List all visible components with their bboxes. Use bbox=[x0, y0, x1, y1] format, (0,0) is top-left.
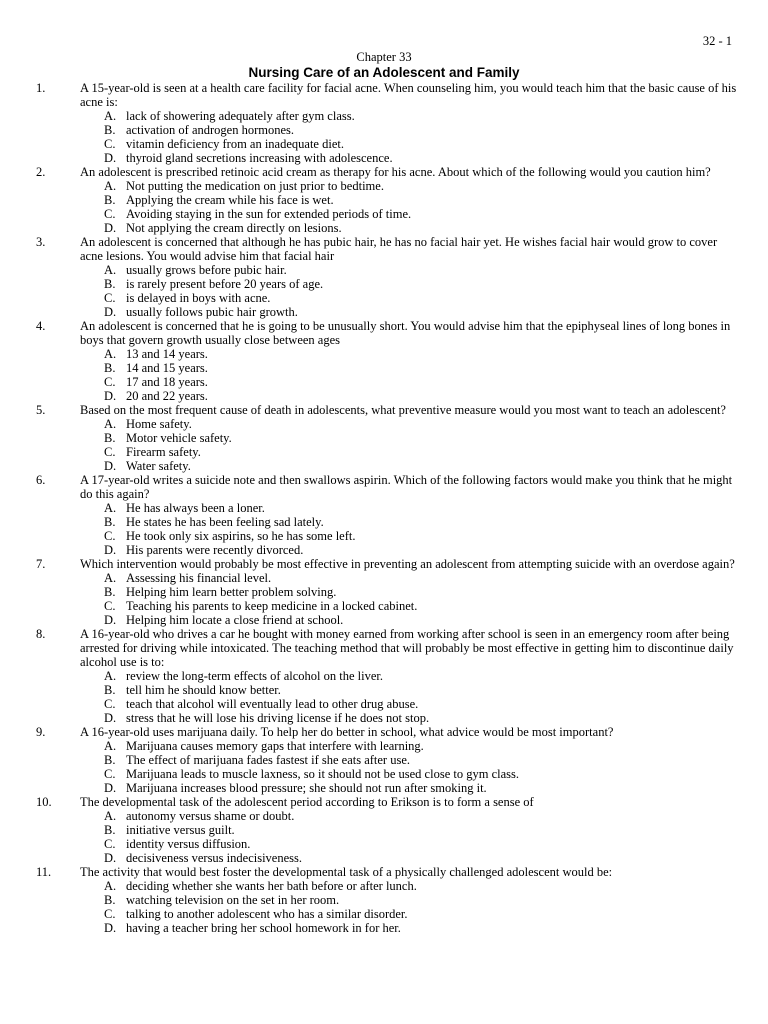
question-text: An adolescent is concerned that he is going to be unusually short. You would advise him that the epiphyseal lines of long bones in boys that govern growth usually close between ages bbox=[80, 319, 731, 347]
option-letter: B. bbox=[104, 123, 116, 137]
option-text: Helping him locate a close friend at school. bbox=[126, 613, 344, 627]
option-text: is delayed in boys with acne. bbox=[126, 291, 271, 305]
answer-option bbox=[104, 599, 768, 613]
option-text: Avoiding staying in the sun for extended periods of time. bbox=[126, 207, 412, 221]
answer-option bbox=[104, 221, 768, 235]
answer-option bbox=[104, 767, 768, 781]
option-letter: D. bbox=[104, 459, 117, 473]
option-text: 13 and 14 years. bbox=[126, 347, 208, 361]
option-text: Teaching his parents to keep medicine in a locked cabinet. bbox=[126, 599, 418, 613]
option-text: vitamin deficiency from an inadequate diet. bbox=[126, 137, 344, 151]
option-text: The effect of marijuana fades fastest if she eats after use. bbox=[126, 753, 411, 767]
option-letter: B. bbox=[104, 585, 116, 599]
answer-option bbox=[104, 361, 768, 375]
option-letter: D. bbox=[104, 221, 117, 235]
option-text: He took only six aspirins, so he has some left. bbox=[126, 529, 356, 543]
option-text: 17 and 18 years. bbox=[126, 375, 208, 389]
option-letter: C. bbox=[104, 767, 116, 781]
option-text: 20 and 22 years. bbox=[126, 389, 208, 403]
answer-option bbox=[104, 431, 768, 445]
option-letter: A. bbox=[104, 109, 117, 123]
question-list bbox=[0, 81, 768, 935]
question-item bbox=[0, 403, 768, 473]
option-letter: D. bbox=[104, 543, 117, 557]
question-text: A 17-year-old writes a suicide note and then swallows aspirin. Which of the following factors would make you think that he might do this again? bbox=[80, 473, 733, 501]
answer-option bbox=[104, 837, 768, 851]
answer-option bbox=[104, 109, 768, 123]
option-text: His parents were recently divorced. bbox=[126, 543, 304, 557]
answer-option bbox=[104, 445, 768, 459]
answer-option bbox=[104, 123, 768, 137]
chapter-label: Chapter 33 bbox=[356, 50, 412, 64]
question-number: 9. bbox=[36, 725, 46, 739]
answer-option bbox=[104, 263, 768, 277]
answer-option bbox=[104, 277, 768, 291]
option-letter: A. bbox=[104, 263, 117, 277]
question-number: 2. bbox=[36, 165, 46, 179]
answer-option bbox=[104, 375, 768, 389]
option-letter: A. bbox=[104, 571, 117, 585]
answer-option bbox=[104, 179, 768, 193]
question-item bbox=[0, 795, 768, 865]
option-letter: C. bbox=[104, 375, 116, 389]
option-letter: C. bbox=[104, 837, 116, 851]
option-letter: C. bbox=[104, 291, 116, 305]
option-text: He states he has been feeling sad lately. bbox=[126, 515, 324, 529]
answer-option bbox=[104, 529, 768, 543]
answer-option bbox=[104, 851, 768, 865]
option-letter: A. bbox=[104, 347, 117, 361]
question-text: Based on the most frequent cause of death in adolescents, what preventive measure would you most want to teach an adolescent? bbox=[80, 403, 726, 417]
option-text: autonomy versus shame or doubt. bbox=[126, 809, 295, 823]
option-letter: B. bbox=[104, 683, 116, 697]
question-number: 10. bbox=[36, 795, 52, 809]
answer-options bbox=[0, 179, 768, 235]
option-text: identity versus diffusion. bbox=[126, 837, 251, 851]
option-text: is rarely present before 20 years of age. bbox=[126, 277, 324, 291]
option-text: teach that alcohol will eventually lead to other drug abuse. bbox=[126, 697, 419, 711]
question-item bbox=[0, 557, 768, 627]
option-text: Home safety. bbox=[126, 417, 192, 431]
option-letter: C. bbox=[104, 697, 116, 711]
option-text: Helping him learn better problem solving. bbox=[126, 585, 337, 599]
option-letter: A. bbox=[104, 417, 117, 431]
option-text: He has always been a loner. bbox=[126, 501, 265, 515]
option-text: Applying the cream while his face is wet. bbox=[126, 193, 334, 207]
answer-option bbox=[104, 501, 768, 515]
option-letter: D. bbox=[104, 389, 117, 403]
question-item bbox=[0, 81, 768, 165]
question-text: An adolescent is concerned that although he has pubic hair, he has no facial hair yet. He wishes facial hair would grow to cover acne lesions. You would advise him that facial hair bbox=[80, 235, 718, 263]
option-letter: D. bbox=[104, 851, 117, 865]
answer-option bbox=[104, 879, 768, 893]
option-letter: C. bbox=[104, 907, 116, 921]
option-text: initiative versus guilt. bbox=[126, 823, 235, 837]
option-letter: A. bbox=[104, 809, 117, 823]
answer-option bbox=[104, 893, 768, 907]
answer-option bbox=[104, 907, 768, 921]
answer-option bbox=[104, 305, 768, 319]
answer-option bbox=[104, 543, 768, 557]
option-text: Not putting the medication on just prior to bedtime. bbox=[126, 179, 384, 193]
answer-options bbox=[0, 809, 768, 865]
answer-options bbox=[0, 417, 768, 473]
option-text: Marijuana causes memory gaps that interfere with learning. bbox=[126, 739, 424, 753]
answer-option bbox=[104, 459, 768, 473]
option-text: 14 and 15 years. bbox=[126, 361, 208, 375]
option-letter: B. bbox=[104, 753, 116, 767]
option-letter: C. bbox=[104, 207, 116, 221]
option-letter: B. bbox=[104, 277, 116, 291]
option-letter: A. bbox=[104, 739, 117, 753]
option-letter: D. bbox=[104, 613, 117, 627]
question-item bbox=[0, 319, 768, 403]
answer-option bbox=[104, 809, 768, 823]
answer-options bbox=[0, 347, 768, 403]
option-letter: D. bbox=[104, 711, 117, 725]
option-text: Marijuana increases blood pressure; she should not run after smoking it. bbox=[126, 781, 487, 795]
question-item bbox=[0, 725, 768, 795]
option-text: tell him he should know better. bbox=[126, 683, 281, 697]
question-number: 11. bbox=[36, 865, 52, 879]
question-item bbox=[0, 235, 768, 319]
answer-options bbox=[0, 501, 768, 557]
question-text: The activity that would best foster the developmental task of a physically challenged adolescent would be: bbox=[80, 865, 613, 879]
option-letter: D. bbox=[104, 151, 117, 165]
answer-option bbox=[104, 823, 768, 837]
question-number: 6. bbox=[36, 473, 46, 487]
question-text: An adolescent is prescribed retinoic acid cream as therapy for his acne. About which of the following would you caution him? bbox=[80, 165, 711, 179]
answer-option bbox=[104, 417, 768, 431]
option-letter: C. bbox=[104, 445, 116, 459]
question-text: Which intervention would probably be most effective in preventing an adolescent from attempting suicide with an overdose again? bbox=[80, 557, 735, 571]
answer-option bbox=[104, 207, 768, 221]
answer-option bbox=[104, 781, 768, 795]
option-text: usually follows pubic hair growth. bbox=[126, 305, 298, 319]
option-text: lack of showering adequately after gym class. bbox=[126, 109, 355, 123]
answer-option bbox=[104, 347, 768, 361]
option-text: decisiveness versus indecisiveness. bbox=[126, 851, 303, 865]
answer-options bbox=[0, 879, 768, 935]
option-text: watching television on the set in her room. bbox=[126, 893, 340, 907]
option-letter: D. bbox=[104, 921, 117, 935]
question-item bbox=[0, 865, 768, 935]
option-text: review the long-term effects of alcohol on the liver. bbox=[126, 669, 383, 683]
question-item bbox=[0, 473, 768, 557]
answer-option bbox=[104, 515, 768, 529]
answer-options bbox=[0, 669, 768, 725]
option-letter: A. bbox=[104, 669, 117, 683]
question-item bbox=[0, 627, 768, 725]
option-text: activation of androgen hormones. bbox=[126, 123, 295, 137]
option-letter: D. bbox=[104, 781, 117, 795]
option-letter: A. bbox=[104, 879, 117, 893]
answer-option bbox=[104, 921, 768, 935]
option-text: Marijuana leads to muscle laxness, so it should not be used close to gym class. bbox=[126, 767, 519, 781]
option-letter: C. bbox=[104, 529, 116, 543]
option-letter: C. bbox=[104, 599, 116, 613]
option-text: having a teacher bring her school homework in for her. bbox=[126, 921, 401, 935]
question-number: 1. bbox=[36, 81, 46, 95]
answer-option bbox=[104, 753, 768, 767]
option-letter: B. bbox=[104, 431, 116, 445]
option-letter: B. bbox=[104, 893, 116, 907]
question-text: The developmental task of the adolescent period according to Erikson is to form a sense of bbox=[80, 795, 534, 809]
answer-option bbox=[104, 585, 768, 599]
question-number: 7. bbox=[36, 557, 46, 571]
answer-options bbox=[0, 263, 768, 319]
question-text: A 16-year-old uses marijuana daily. To help her do better in school, what advice would be most important? bbox=[80, 725, 614, 739]
option-text: thyroid gland secretions increasing with adolescence. bbox=[126, 151, 393, 165]
question-text: A 16-year-old who drives a car he bought with money earned from working after school is seen in an emergency room after being arrested for driving while intoxicated. The teaching method that will probably be most effective in getting him to discontinue daily alcohol use is to: bbox=[80, 627, 734, 669]
option-text: Assessing his financial level. bbox=[126, 571, 272, 585]
option-letter: B. bbox=[104, 361, 116, 375]
answer-option bbox=[104, 711, 768, 725]
answer-options bbox=[0, 109, 768, 165]
option-letter: B. bbox=[104, 823, 116, 837]
answer-option bbox=[104, 739, 768, 753]
answer-option bbox=[104, 697, 768, 711]
question-text: A 15-year-old is seen at a health care facility for facial acne. When counseling him, you would teach him that the basic cause of his acne is: bbox=[80, 81, 737, 109]
answer-option bbox=[104, 291, 768, 305]
option-text: talking to another adolescent who has a similar disorder. bbox=[126, 907, 408, 921]
page-number: 32 - 1 bbox=[702, 34, 732, 48]
question-number: 4. bbox=[36, 319, 46, 333]
option-text: stress that he will lose his driving license if he does not stop. bbox=[126, 711, 430, 725]
option-letter: B. bbox=[104, 515, 116, 529]
option-letter: C. bbox=[104, 137, 116, 151]
question-number: 8. bbox=[36, 627, 46, 641]
answer-option bbox=[104, 137, 768, 151]
question-item bbox=[0, 165, 768, 235]
answer-options bbox=[0, 739, 768, 795]
option-letter: D. bbox=[104, 305, 117, 319]
page-title: Nursing Care of an Adolescent and Family bbox=[248, 65, 520, 80]
answer-option bbox=[104, 683, 768, 697]
option-text: deciding whether she wants her bath before or after lunch. bbox=[126, 879, 417, 893]
option-text: Firearm safety. bbox=[126, 445, 201, 459]
answer-option bbox=[104, 151, 768, 165]
option-text: usually grows before pubic hair. bbox=[126, 263, 287, 277]
answer-option bbox=[104, 571, 768, 585]
answer-option bbox=[104, 669, 768, 683]
answer-option bbox=[104, 193, 768, 207]
question-number: 5. bbox=[36, 403, 46, 417]
answer-option bbox=[104, 389, 768, 403]
option-letter: A. bbox=[104, 179, 117, 193]
answer-option bbox=[104, 613, 768, 627]
question-number: 3. bbox=[36, 235, 46, 249]
option-letter: A. bbox=[104, 501, 117, 515]
option-text: Water safety. bbox=[126, 459, 191, 473]
option-letter: B. bbox=[104, 193, 116, 207]
option-text: Not applying the cream directly on lesions. bbox=[126, 221, 342, 235]
answer-options bbox=[0, 571, 768, 627]
option-text: Motor vehicle safety. bbox=[126, 431, 232, 445]
